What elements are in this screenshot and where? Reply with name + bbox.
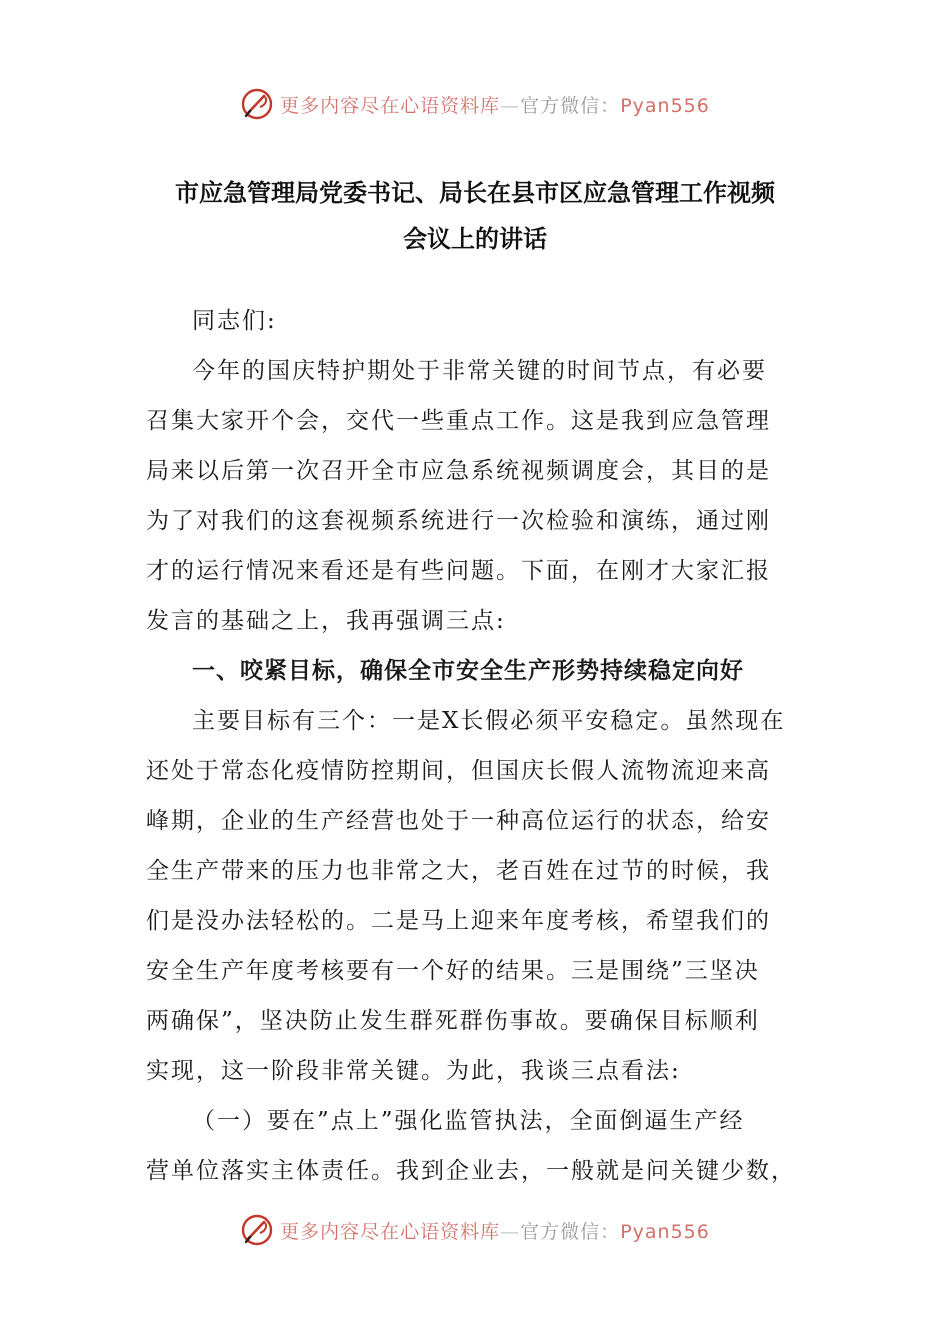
document-body	[146, 296, 808, 1196]
watermark-dash: —	[500, 1220, 521, 1243]
paragraph-line: 实现，这一阶段非常关键。为此，我谈三点看法:	[146, 1058, 681, 1084]
greeting: 同志们:	[192, 308, 277, 334]
watermark-wechat: Pyan556	[620, 94, 710, 117]
watermark-text	[280, 91, 710, 118]
paragraph-line: 发言的基础之上，我再强调三点:	[146, 608, 506, 634]
section-heading-1: 一、咬紧目标，确保全市安全生产形势持续稳定向好	[192, 658, 744, 684]
paragraph-line: 主要目标有三个：一是X长假必须平安稳定。虽然现在	[192, 708, 786, 734]
watermark-brand: 更多内容尽在心语资料库	[280, 1220, 501, 1243]
quill-logo-icon	[240, 87, 274, 121]
paragraph-line: 才的运行情况来看还是有些问题。下面，在刚才大家汇报	[146, 558, 771, 584]
paragraph-line: 还处于常态化疫情防控期间，但国庆长假人流物流迎来高	[146, 758, 771, 784]
title-line-1: 市应急管理局党委书记、局长在县市区应急管理工作视频	[175, 179, 775, 207]
watermark-banner-top	[0, 84, 950, 124]
paragraph-line: 两确保”，坚决防止发生群死群伤事故。要确保目标顺利	[146, 1008, 760, 1034]
paragraph-line: 召集大家开个会，交代一些重点工作。这是我到应急管理	[146, 408, 771, 434]
paragraph-line: 今年的国庆特护期处于非常关键的时间节点，有必要	[192, 358, 767, 384]
watermark-wechat: Pyan556	[620, 1220, 710, 1243]
quill-logo-icon	[240, 1213, 274, 1247]
paragraph-line: 全生产带来的压力也非常之大，老百姓在过节的时候，我	[146, 858, 771, 884]
watermark-official: 官方微信：	[520, 1220, 621, 1243]
paragraph-line: （一）要在”点上”强化监管执法，全面倒逼生产经	[192, 1108, 745, 1134]
paragraph-line: 们是没办法轻松的。二是马上迎来年度考核，希望我们的	[146, 908, 771, 934]
paragraph-line: 为了对我们的这套视频系统进行一次检验和演练，通过刚	[146, 508, 771, 534]
paragraph-line: 局来以后第一次召开全市应急系统视频调度会，其目的是	[146, 458, 771, 484]
paragraph-line: 营单位落实主体责任。我到企业去，一般就是问关键少数，	[146, 1158, 796, 1184]
watermark-official: 官方微信：	[520, 94, 621, 117]
paragraph-2	[146, 696, 808, 1096]
watermark-dash: —	[500, 94, 521, 117]
watermark-banner-bottom	[0, 1210, 950, 1250]
watermark-brand: 更多内容尽在心语资料库	[280, 94, 501, 117]
paragraph-3	[146, 1096, 808, 1196]
document-title	[130, 170, 820, 262]
paragraph-1	[146, 346, 808, 646]
watermark-text	[280, 1217, 710, 1244]
title-line-2: 会议上的讲话	[403, 225, 547, 253]
paragraph-line: 安全生产年度考核要有一个好的结果。三是围绕”三坚决	[146, 958, 760, 984]
paragraph-line: 峰期，企业的生产经营也处于一种高位运行的状态，给安	[146, 808, 771, 834]
